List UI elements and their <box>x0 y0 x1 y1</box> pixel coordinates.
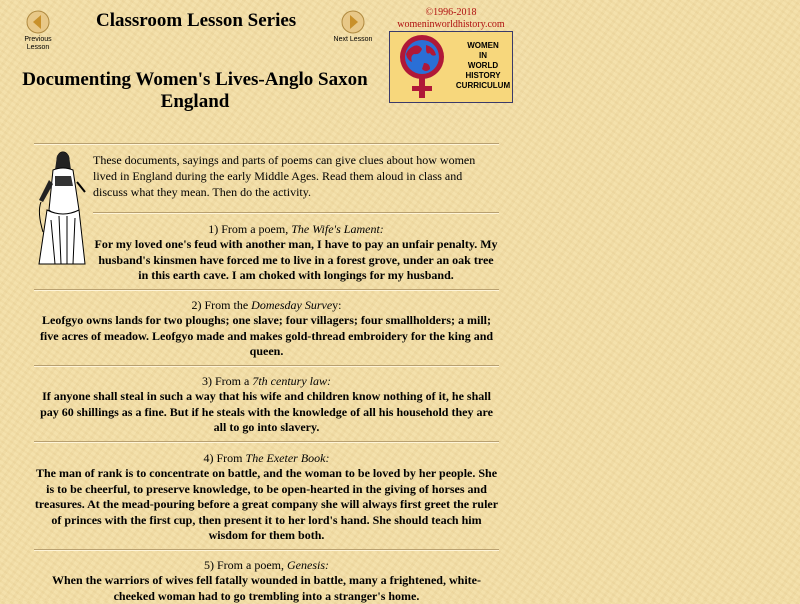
wwh-logo[interactable] <box>389 31 513 103</box>
logo-text <box>452 41 514 91</box>
document-heading <box>34 297 499 313</box>
document-heading-prefix: 5) From a poem, <box>204 558 287 572</box>
copyright-text: ©1996-2018 <box>425 7 477 18</box>
document-text: Leofgyo owns lands for two ploughs; one slave; four villagers; four smallholders; a mill; five acres of meadow. Leofgyo made and makes gold-thread embroidery for the king and queen. <box>39 313 494 358</box>
arrow-right-icon <box>341 10 365 34</box>
document-heading <box>34 450 499 466</box>
logo-word: WOMEN <box>467 41 499 50</box>
next-lesson-label: Next Lesson <box>333 36 373 43</box>
document-text: For my loved one's feud with another man, I have to pay an unfair penalty. My husband's kinsmen have forced me to live in a forest grove, under an oak tree in this earth cave. I am choked with longings for my husband. <box>94 237 498 282</box>
document-text: The man of rank is to concentrate on battle, and the woman to be loved by her people. She is to be cheerful, to preserve knowledge, to be open-hearted in the giving of horses and treasures. At the mead-pouring before a great company she will always first greet the ruler of princes with the first cup, then present it to her lord's hand. She should teach him wisdom for them both. <box>34 466 499 542</box>
logo-word: IN <box>479 51 487 60</box>
divider <box>34 365 499 367</box>
document-heading-prefix: 3) From a <box>202 374 253 388</box>
intro-paragraph: These documents, sayings and parts of poems can give clues about how women lived in England during the early Middle Ages. Read them aloud in class and discuss what they mean. Then do the activity. <box>93 153 476 199</box>
document-heading-suffix: y: <box>332 298 342 312</box>
globe-venus-icon <box>392 33 454 103</box>
copyright-block <box>396 7 506 31</box>
divider <box>93 212 499 214</box>
page-title: Documenting Women's Lives-Anglo Saxon England <box>22 69 368 112</box>
document-heading <box>93 221 499 237</box>
divider <box>34 549 499 551</box>
document-heading <box>34 373 499 389</box>
divider <box>34 441 499 443</box>
document-heading-prefix: 4) From <box>203 451 246 465</box>
site-link[interactable]: womeninworldhistory.com <box>397 19 505 30</box>
previous-lesson-button[interactable] <box>18 10 58 52</box>
document-heading <box>34 557 499 573</box>
document-heading-prefix: 1) From a poem, <box>208 222 292 236</box>
document-source: Genesis: <box>287 558 329 572</box>
series-title: Classroom Lesson Series <box>96 10 297 31</box>
document-source: Domesday Surve <box>251 298 333 312</box>
document-source: The Wife's Lament: <box>291 222 384 236</box>
next-lesson-button[interactable] <box>333 10 373 44</box>
previous-lesson-label: Previous Lesson <box>24 36 52 51</box>
document-source: 7th century law: <box>252 374 331 388</box>
logo-word: WORLD <box>467 61 499 70</box>
document-text: If anyone shall steal in such a way that his wife and children know nothing of it, he shall pay 60 shillings as a fine. But if he steals with the knowledge of all his household they are all to go into slavery. <box>40 389 493 434</box>
document-source: The Exeter Book: <box>245 451 330 465</box>
document-heading-prefix: 2) From the <box>191 298 252 312</box>
logo-word: CURRICULUM <box>455 81 511 90</box>
divider <box>34 289 499 291</box>
document-text: When the warriors of wives fell fatally wounded in battle, many a frightened, white-cheeked woman had to go trembling into a stranger's home. <box>52 573 481 603</box>
anglo-saxon-woman-icon <box>33 150 89 268</box>
divider <box>34 143 499 145</box>
logo-word: HISTORY <box>465 71 501 80</box>
arrow-left-icon <box>26 10 50 34</box>
